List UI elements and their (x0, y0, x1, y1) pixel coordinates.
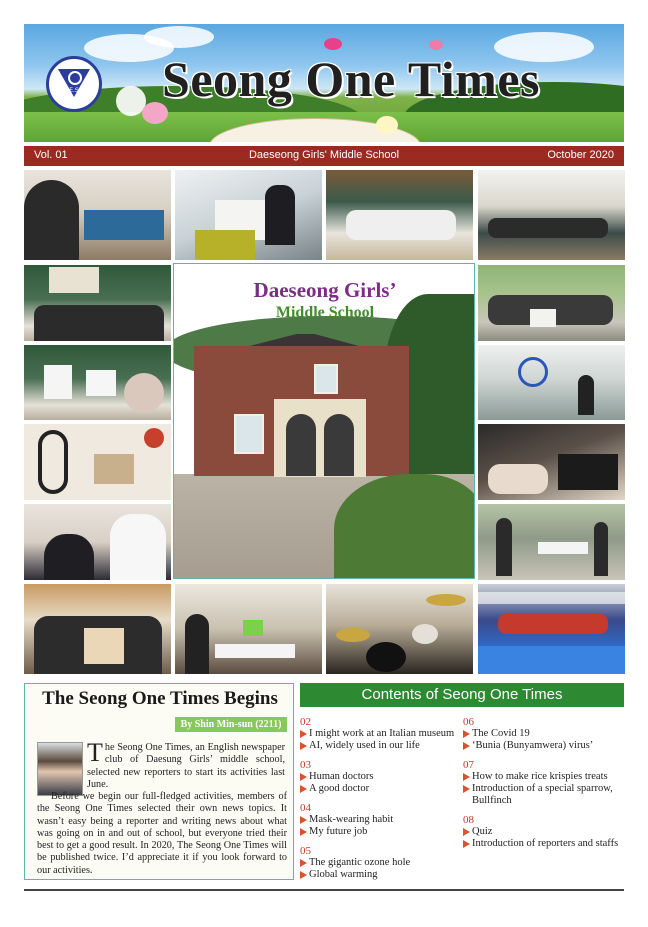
contents-item[interactable]: Introduction of reporters and staffs (463, 838, 627, 850)
article-byline: By Shin Min-sun (2211) (175, 717, 287, 732)
photo-holding-drawings (24, 345, 171, 420)
feature-subtitle: Middle School (275, 304, 375, 321)
contents-item[interactable]: The Covid 19 (463, 728, 627, 740)
contents-header: Contents of Seong One Times (300, 683, 624, 707)
petal-icon (324, 38, 342, 50)
contents-section (300, 845, 460, 881)
contents-item[interactable]: My future job (300, 826, 460, 838)
page-number: 07 (463, 759, 474, 771)
contents-item[interactable]: How to make rice krispies treats (463, 771, 627, 783)
petal-icon (429, 40, 443, 50)
masthead-banner (24, 24, 624, 142)
feature-title: Daeseong Girls’ (253, 278, 397, 302)
contents-left-column (300, 716, 460, 888)
photo-group-study (175, 170, 322, 260)
page-number: 03 (300, 759, 311, 771)
photo-class-group (326, 170, 473, 260)
contents-section (463, 814, 627, 850)
newspaper-title: Seong One Times (162, 51, 540, 107)
photo-drum-kit (326, 584, 473, 674)
issue-info-bar (24, 146, 624, 166)
contents-item[interactable]: ‘Bunia (Bunyamwera) virus’ (463, 740, 627, 752)
photo-dentist-checkup (24, 504, 171, 580)
page-number: 05 (300, 845, 311, 857)
photo-school-yard-event (478, 504, 625, 580)
lead-article-box (24, 683, 294, 880)
contents-section (300, 759, 460, 795)
photo-students-in-hall (478, 170, 625, 260)
article-body: Before we begin our full-fledged activities, members of the Seong One Times selected their own news topics. It wasn’t easy being a reporter and writing news about what was going on in and out of school, but everyone tried their best to get a good result. In 2020, The Seong One Times will be published twice. I’d appreciate it if you look forward to our activities. (37, 791, 287, 876)
school-logo: E.S (46, 56, 102, 112)
issue-date: October 2020 (547, 149, 614, 161)
page-number: 02 (300, 716, 311, 728)
contents-item[interactable]: Introduction of a special sparrow, Bullfinch (463, 783, 627, 807)
contents-section (300, 716, 460, 752)
photo-outdoor-group (478, 265, 625, 341)
article-lead-text: he Seong One Times, an English newspaper club of Daesung Girls’ middle school, selected new reporters to start its activities last June. (87, 742, 285, 790)
volume-label: Vol. 01 (34, 149, 68, 161)
photo-library-group (24, 584, 171, 674)
reporter-portrait (37, 742, 83, 796)
photo-students-working (24, 170, 171, 260)
school-name: Daeseong Girls' Middle School (248, 149, 400, 161)
contents-item[interactable]: A good doctor (300, 783, 460, 795)
page-number: 08 (463, 814, 474, 826)
contents-item[interactable]: Mask-wearing habit (300, 814, 460, 826)
contents-item[interactable]: Quiz (463, 826, 627, 838)
contents-section (463, 759, 627, 807)
photo-music-equipment (478, 424, 625, 500)
photo-classroom-screen (24, 265, 171, 341)
article-dropcap: T (87, 738, 103, 767)
contents-item[interactable]: AI, widely used in our life (300, 740, 460, 752)
photo-table-tennis-gym (478, 584, 625, 674)
daisy-icon (376, 116, 398, 134)
photo-hallway-display (478, 345, 625, 420)
photo-calligraphy-art (24, 424, 171, 500)
photo-students-at-table (175, 584, 322, 674)
contents-item[interactable]: I might work at an Italian museum (300, 728, 460, 740)
page-number: 04 (300, 802, 311, 814)
page-number: 06 (463, 716, 474, 728)
bottom-divider (24, 889, 624, 891)
article-title: The Seong One Times Begins (42, 688, 278, 709)
contents-right-column (463, 716, 627, 857)
contents-item[interactable]: Global warming (300, 869, 460, 881)
contents-item[interactable]: The gigantic ozone hole (300, 857, 460, 869)
contents-item[interactable]: Human doctors (300, 771, 460, 783)
article-lead (87, 738, 285, 791)
school-feature-photo (173, 263, 475, 579)
contents-section (463, 716, 627, 752)
contents-section (300, 802, 460, 838)
